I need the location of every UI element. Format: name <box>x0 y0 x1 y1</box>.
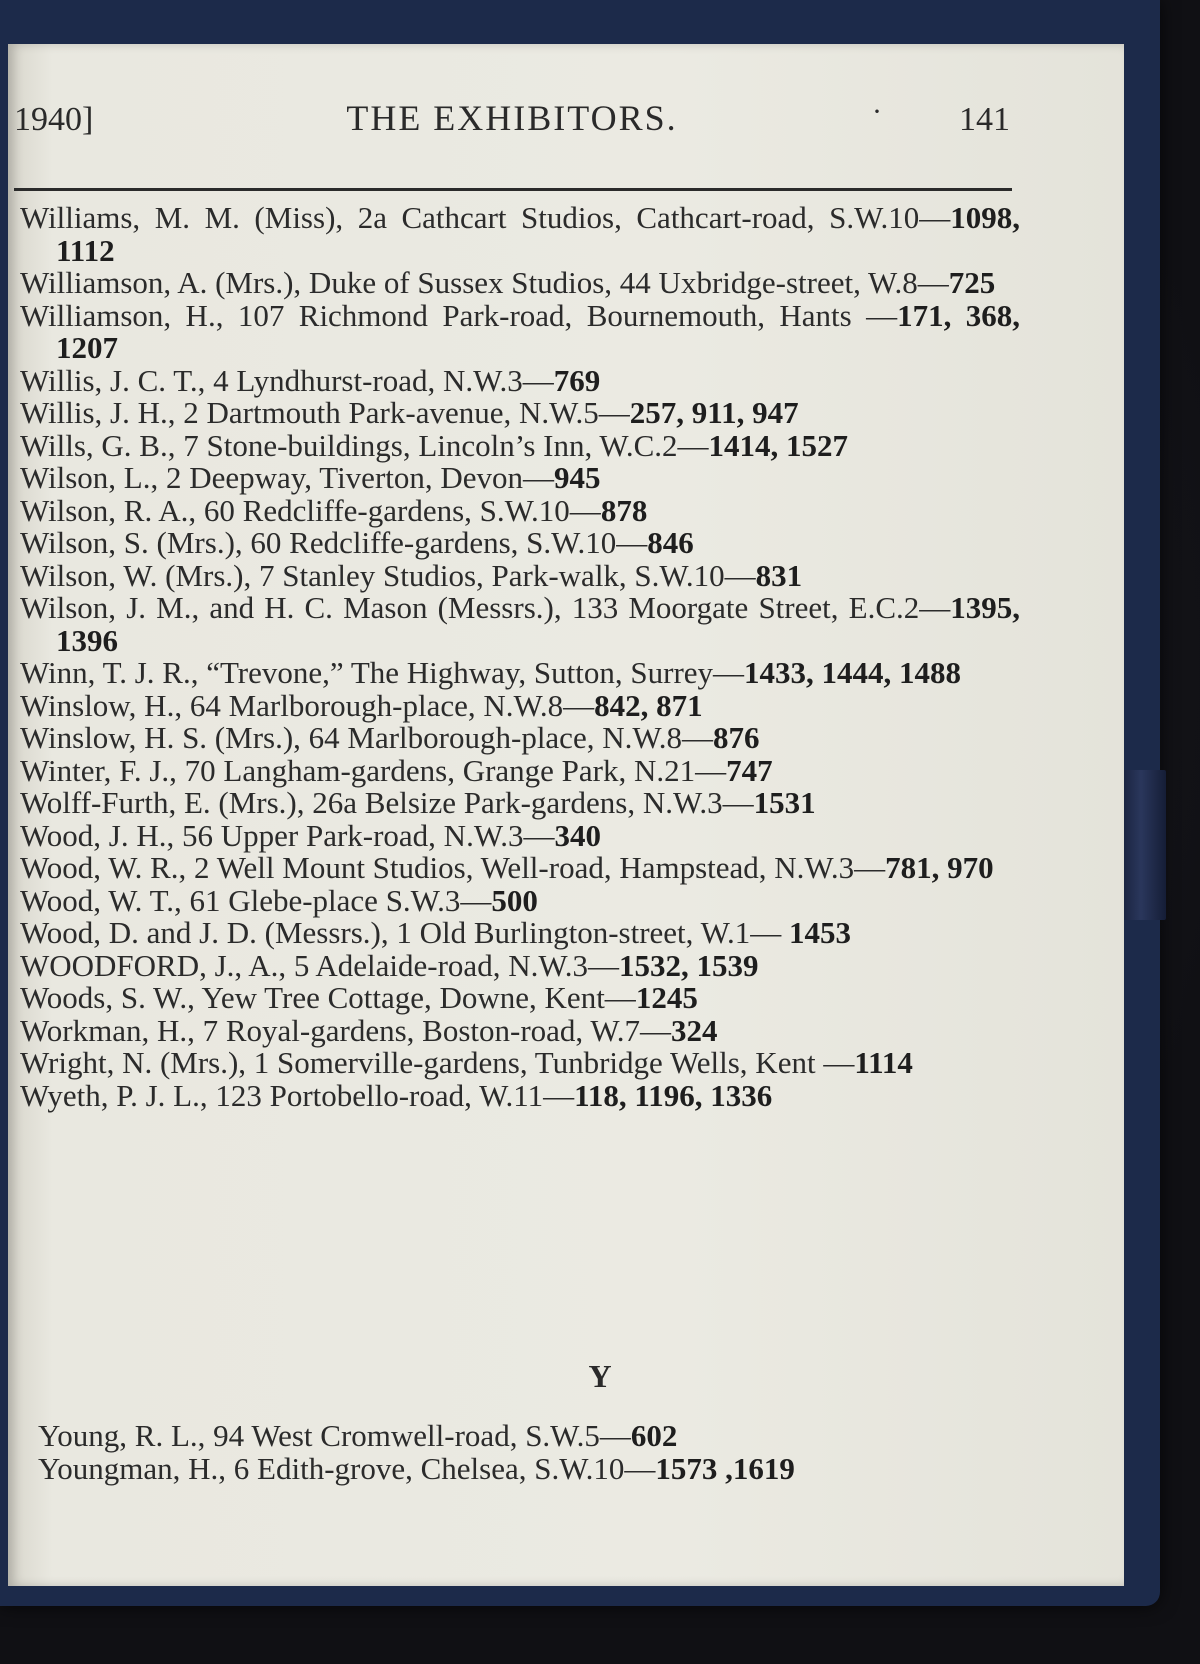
exhibitor-address: Wood, D. and J. D. (Messrs.), 1 Old Burlington-street, W.1— <box>20 915 790 950</box>
exhibitor-entry <box>20 427 1020 463</box>
exhibit-numbers: 1414, 1527 <box>708 427 849 463</box>
exhibitor-address: Wilson, S. (Mrs.), 60 Redcliffe-gardens, S.W.10— <box>20 525 648 560</box>
exhibitor-address: WOODFORD, J., A., 5 Adelaide-road, N.W.3— <box>20 947 619 983</box>
exhibitor-entry <box>20 592 1020 657</box>
exhibitor-entry <box>20 1012 1020 1048</box>
exhibitor-address: Wright, N. (Mrs.), 1 Somerville-gardens, Tunbridge Wells, Kent — <box>20 1045 855 1080</box>
exhibit-numbers: 945 <box>554 460 601 495</box>
exhibit-numbers: 846 <box>647 525 694 560</box>
exhibit-numbers: 747 <box>726 752 773 788</box>
exhibitor-address: Wilson, W. (Mrs.), 7 Stanley Studios, Park-walk, S.W.10— <box>20 557 756 593</box>
exhibit-numbers: 725 <box>948 265 996 300</box>
exhibitor-entry <box>20 1047 1020 1080</box>
exhibit-numbers: 878 <box>600 492 648 528</box>
exhibit-numbers: 118, 1196, 1336 <box>574 1077 773 1113</box>
exhibitor-address: Winn, T. J. R., “Trevone,” The Highway, Sutton, Surrey— <box>20 655 745 690</box>
page-number: 141 <box>959 101 1010 138</box>
exhibitor-entry <box>20 492 1020 528</box>
exhibitor-address: Youngman, H., 6 Edith-grove, Chelsea, S.W.10— <box>38 1450 656 1486</box>
exhibitor-address: Young, R. L., 94 West Cromwell-road, S.W.5— <box>38 1418 631 1453</box>
exhibitor-entry <box>20 852 1020 885</box>
exhibit-numbers: 876 <box>713 720 760 755</box>
section-letter: Y <box>588 1358 612 1394</box>
exhibitor-address: Wilson, L., 2 Deepway, Tiverton, Devon— <box>20 460 555 495</box>
exhibit-numbers: 769 <box>553 362 601 398</box>
exhibit-numbers: 831 <box>755 557 803 593</box>
exhibitor-entry <box>20 752 1020 788</box>
exhibitor-address: Wyeth, P. J. L., 123 Portobello-road, W.11— <box>20 1077 575 1113</box>
exhibitor-address: Williams, M. M. (Miss), 2a Cathcart Studios, Cathcart-road, S.W.10— <box>20 200 951 235</box>
exhibit-numbers: 1245 <box>635 980 698 1015</box>
header-year: 1940] <box>14 101 94 138</box>
exhibitor-entry <box>20 557 1020 593</box>
exhibitor-entry <box>20 687 1020 723</box>
exhibitor-entry <box>38 1450 1018 1486</box>
header-dot: · <box>872 95 882 128</box>
exhibitor-address: Wilson, R. A., 60 Redcliffe-gardens, S.W.10— <box>20 492 601 528</box>
exhibitor-entry <box>20 267 1020 300</box>
exhibitor-entry <box>20 527 1020 560</box>
exhibitor-address: Workman, H., 7 Royal-gardens, Boston-road, W.7— <box>20 1012 671 1048</box>
exhibitor-address: Willis, J. H., 2 Dartmouth Park-avenue, N.W.5— <box>20 395 630 430</box>
exhibit-numbers: 1098, 1112 <box>56 200 1020 268</box>
exhibitor-entry <box>20 297 1020 365</box>
exhibit-numbers: 1395, 1396 <box>56 590 1020 658</box>
exhibitor-entry <box>20 362 1020 398</box>
exhibitor-entry <box>20 947 1020 983</box>
exhibitor-list-y <box>38 1420 1018 1485</box>
exhibit-numbers: 324 <box>671 1012 718 1048</box>
exhibitor-address: Williamson, H., 107 Richmond Park-road, Bournemouth, Hants — <box>20 297 898 333</box>
exhibitor-list-w <box>20 202 1020 1112</box>
exhibit-numbers: 781, 970 <box>885 850 994 885</box>
exhibit-numbers: 171, 368, 1207 <box>56 297 1020 365</box>
exhibit-numbers: 500 <box>491 882 538 918</box>
page-title: THE EXHIBITORS. <box>346 98 678 138</box>
exhibitor-address: Winter, F. J., 70 Langham-gardens, Grange Park, N.21— <box>20 752 727 788</box>
exhibitor-address: Wood, J. H., 56 Upper Park-road, N.W.3— <box>20 817 555 853</box>
exhibitor-entry <box>20 657 1020 690</box>
exhibitor-entry <box>20 397 1020 430</box>
exhibit-numbers: 257, 911, 947 <box>629 395 799 430</box>
exhibit-numbers: 1532, 1539 <box>619 947 759 983</box>
exhibitor-address: Willis, J. C. T., 4 Lyndhurst-road, N.W.3— <box>20 362 554 398</box>
exhibitor-address: Wills, G. B., 7 Stone-buildings, Lincoln’s Inn, W.C.2— <box>20 427 709 463</box>
exhibitor-entry <box>20 462 1020 495</box>
exhibit-numbers: 1531 <box>753 785 816 820</box>
exhibitor-entry <box>20 982 1020 1015</box>
exhibitor-address: Winslow, H., 64 Marlborough-place, N.W.8— <box>20 687 595 723</box>
exhibitor-address: Wood, W. T., 61 Glebe-place S.W.3— <box>20 882 492 918</box>
exhibit-numbers: 842, 871 <box>594 687 703 723</box>
exhibitor-address: Williamson, A. (Mrs.), Duke of Sussex Studios, 44 Uxbridge-street, W.8— <box>20 265 949 300</box>
running-header <box>14 95 1010 147</box>
exhibit-numbers: 602 <box>630 1418 678 1453</box>
exhibit-numbers: 1114 <box>854 1045 913 1080</box>
exhibitor-entry <box>38 1420 1018 1453</box>
exhibit-numbers: 1453 <box>789 915 852 950</box>
exhibit-numbers: 1433, 1444, 1488 <box>744 655 962 690</box>
exhibitor-entry <box>20 722 1020 755</box>
exhibitor-address: Wolff-Furth, E. (Mrs.), 26a Belsize Park-gardens, N.W.3— <box>20 785 754 820</box>
exhibitor-entry <box>20 917 1020 950</box>
header-rule <box>14 188 1012 191</box>
exhibitor-entry <box>20 882 1020 918</box>
exhibitor-entry <box>20 1077 1020 1113</box>
exhibitor-address: Wilson, J. M., and H. C. Mason (Messrs.), 133 Moorgate Street, E.C.2— <box>20 590 951 625</box>
exhibitor-entry <box>20 202 1020 267</box>
exhibitor-address: Winslow, H. S. (Mrs.), 64 Marlborough-place, N.W.8— <box>20 720 714 755</box>
exhibitor-address: Woods, S. W., Yew Tree Cottage, Downe, Kent— <box>20 980 636 1015</box>
exhibitor-entry <box>20 817 1020 853</box>
exhibitor-address: Wood, W. R., 2 Well Mount Studios, Well-road, Hampstead, N.W.3— <box>20 850 886 885</box>
exhibit-numbers: 340 <box>554 817 601 853</box>
exhibitor-entry <box>20 787 1020 820</box>
exhibit-numbers: 1573 ,1619 <box>655 1450 795 1486</box>
